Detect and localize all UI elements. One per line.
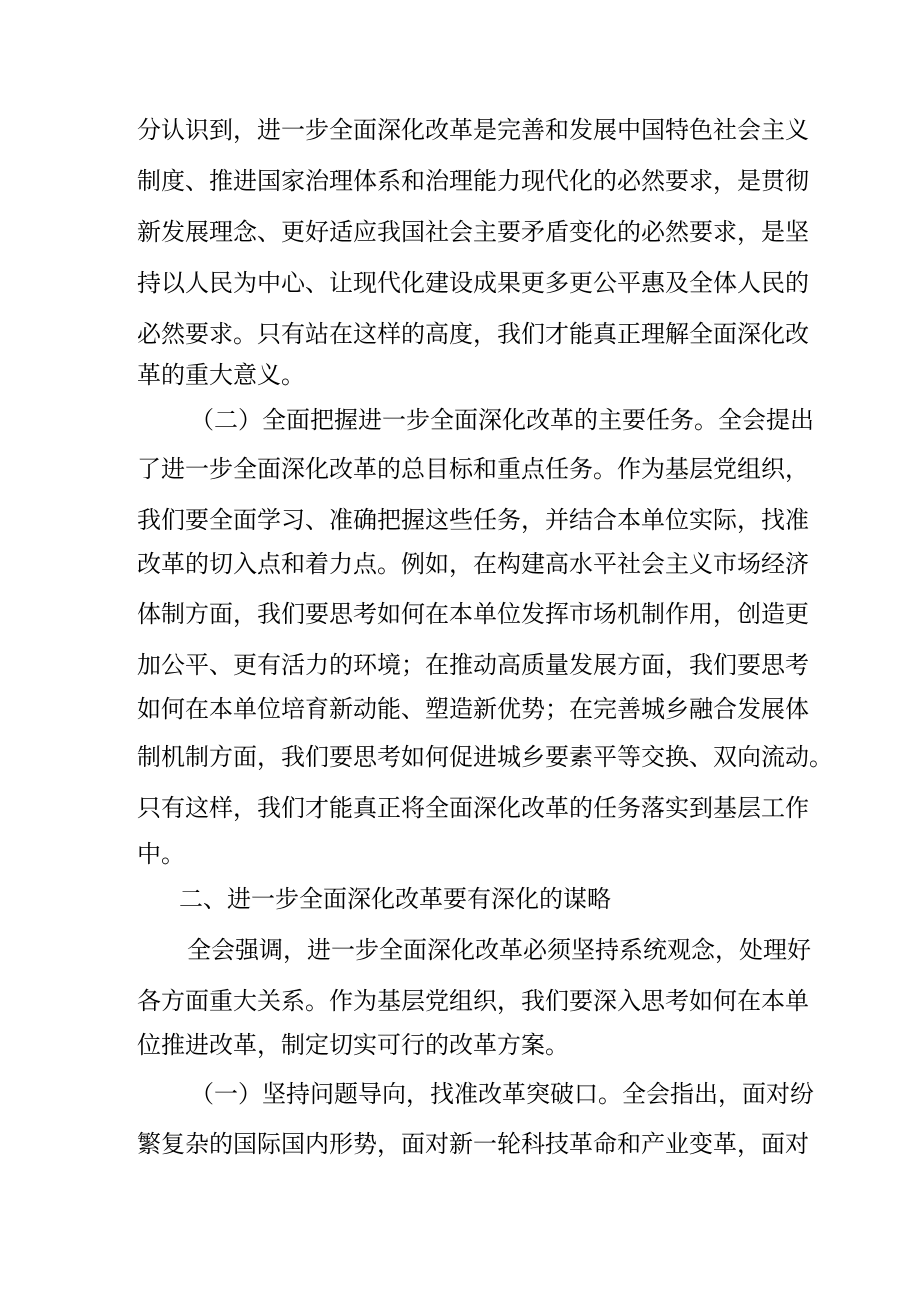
paragraph-line: 只有这样，我们才能真正将全面深化改革的任务落实到基层工作 (137, 794, 809, 822)
paragraph-line: 位推进改革，制定切实可行的改革方案。 (137, 1031, 569, 1059)
chapter-heading: 二、进一步全面深化改革要有深化的谋略 (179, 885, 611, 913)
paragraph-line: 改革的切入点和着力点。例如，在构建高水平社会主义市场经济 (137, 550, 809, 578)
paragraph-line: 持以人民为中心、让现代化建设成果更多更公平惠及全体人民的 (137, 269, 809, 297)
paragraph-line: 新发展理念、更好适应我国社会主要矛盾变化的必然要求，是坚 (137, 218, 809, 246)
paragraph-line: 制机制方面，我们要思考如何促进城乡要素平等交换、双向流动。 (137, 743, 833, 771)
paragraph-line: 制度、推进国家治理体系和治理能力现代化的必然要求，是贯彻 (137, 167, 809, 195)
section-heading-line: （一）坚持问题导向，找准改革突破口。全会指出，面对纷 (190, 1080, 814, 1108)
paragraph-line: 繁复杂的国际国内形势，面对新一轮科技革命和产业变革，面对 (137, 1130, 809, 1158)
paragraph-line: 如何在本单位培育新动能、塑造新优势；在完善城乡融合发展体 (137, 695, 809, 723)
paragraph-line: 各方面重大关系。作为基层党组织，我们要深入思考如何在本单 (137, 987, 809, 1015)
paragraph-line: 必然要求。只有站在这样的高度，我们才能真正理解全面深化改 (137, 320, 809, 348)
paragraph-line: 分认识到，进一步全面深化改革是完善和发展中国特色社会主义 (137, 116, 809, 144)
paragraph-line: 中。 (137, 840, 185, 868)
section-heading-line: （二）全面把握进一步全面深化改革的主要任务。全会提出 (190, 406, 814, 434)
paragraph-line: 加公平、更有活力的环境；在推动高质量发展方面，我们要思考 (137, 651, 809, 679)
paragraph-line: 革的重大意义。 (137, 361, 305, 389)
paragraph-line: 体制方面，我们要思考如何在本单位发挥市场机制作用，创造更 (137, 600, 809, 628)
paragraph-line: 全会强调，进一步全面深化改革必须坚持系统观念，处理好 (187, 936, 811, 964)
paragraph-line: 我们要全面学习、准确把握这些任务，并结合本单位实际，找准 (137, 506, 809, 534)
paragraph-line: 了进一步全面深化改革的总目标和重点任务。作为基层党组织， (137, 455, 809, 483)
